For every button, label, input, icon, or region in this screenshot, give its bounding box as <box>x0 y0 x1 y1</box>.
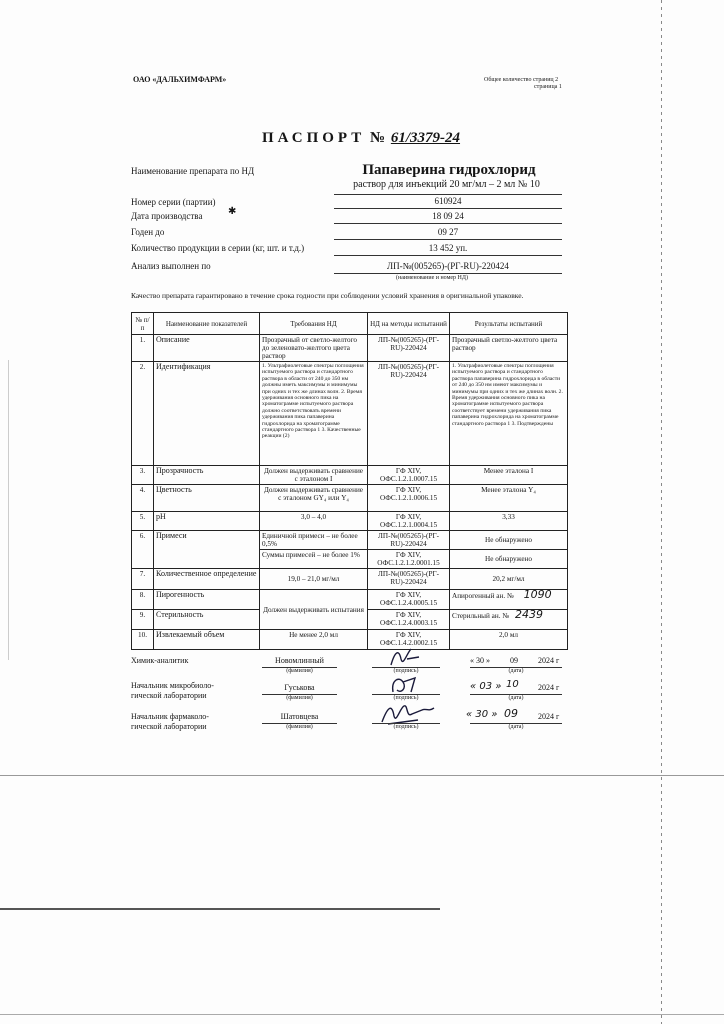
row-result: Менее эталона I <box>450 466 568 485</box>
date-month-1: 09 <box>510 656 518 665</box>
row-req: 3,0 – 4,0 <box>260 512 368 531</box>
production-date-label: Дата производства <box>131 211 203 221</box>
row-result: 1. Ультрафиолетовые спектры поглощения испытуемого раствора и стандартного раствора папаверина гидрохлорида в области от 240 до 350 нм имеют максимумы и минимумы при одних и тех же длинах волн. 2. Время удерживания основного пика на хроматограмме испытуемого раствора соответствует времени удерживания пика папаверина гидрохлорида на хроматограмме стандартного раствора 1 3. Подтверждены <box>450 362 568 466</box>
test-results-table <box>131 312 568 650</box>
row-req: Суммы примесей – не более 1% <box>260 550 368 569</box>
row-name: Прозрачность <box>154 466 260 485</box>
page-total: Общее количество страниц 2 <box>484 77 559 83</box>
caption-signature-3: (подпись) <box>393 724 419 730</box>
caption-date-1: (дата) <box>508 668 524 674</box>
signer-role-2a: Начальник микробиоло- <box>131 681 214 690</box>
row-method: ГФ XIV, ОФС.1.2.4.0005.15 <box>368 590 450 610</box>
row-name: Извлекаемый объем <box>154 630 260 650</box>
quality-statement: Качество препарата гарантировано в течение срока годности при соблюдении условий хранения в оригинальной упаковке. <box>131 291 524 300</box>
row-num: 9. <box>132 610 154 630</box>
row-result: Менее эталона Y₄ <box>450 485 568 512</box>
table-row <box>132 569 568 590</box>
row-name: Примеси <box>154 531 260 569</box>
row-method: ЛП-№(005265)-(РГ-RU)-220424 <box>368 362 450 466</box>
row-method: ЛП-№(005265)-(РГ-RU)-220424 <box>368 531 450 550</box>
row-method: ЛП-№(005265)-(РГ-RU)-220424 <box>368 569 450 590</box>
row-method: ГФ XIV, ОФС.1.4.2.0002.15 <box>368 630 450 650</box>
analysis-value: ЛП-№(005265)-(РГ-RU)-220424 <box>387 261 509 271</box>
row-req: Должен выдерживать сравнение с эталоном GY₄ или Y₄ <box>260 485 368 512</box>
caption-surname-3: (фамилия) <box>286 724 313 730</box>
row-name: Описание <box>154 335 260 362</box>
table-row <box>132 362 568 466</box>
result-label: Стерильный ан. № <box>452 612 510 620</box>
title-sign: № <box>370 130 387 146</box>
result-label: Апирогенный ан. № <box>452 592 514 600</box>
row-name: Цветность <box>154 485 260 512</box>
star-icon: ✱ <box>228 206 237 217</box>
row-num: 7. <box>132 569 154 590</box>
row-num: 5. <box>132 512 154 531</box>
caption-surname-1: (фамилия) <box>286 668 313 674</box>
quantity-value: 13 452 уп. <box>428 243 468 253</box>
table-row <box>132 590 568 610</box>
expiry-label: Годен до <box>131 227 165 237</box>
row-result <box>450 590 568 610</box>
page-current: страница 1 <box>534 84 562 90</box>
row-req: 19,0 – 21,0 мг/мл <box>260 569 368 590</box>
date-day-2: « 03 » <box>470 681 502 692</box>
table-row <box>132 512 568 531</box>
signer-role-3b: гической лаборатории <box>131 722 207 731</box>
row-name: Идентификация <box>154 362 260 466</box>
row-method: ГФ XIV, ОФС.1.2.1.0006.15 <box>368 485 450 512</box>
signer-role-2b: гической лаборатории <box>131 691 207 700</box>
signer-surname-2: Гуськова <box>284 683 315 692</box>
date-year-1: 2024 г <box>538 656 560 665</box>
row-result: Не обнаружено <box>450 531 568 550</box>
row-num: 3. <box>132 466 154 485</box>
row-name: Количественное определение <box>154 569 260 590</box>
caption-date-2: (дата) <box>508 695 524 701</box>
date-day-3: « 30 » <box>466 709 498 720</box>
caption-date-3: (дата) <box>508 724 524 730</box>
row-result: Не обнаружено <box>450 550 568 569</box>
signer-role-1: Химик-аналитик <box>131 656 189 665</box>
row-num: 8. <box>132 590 154 610</box>
title-number: 61/3379-24 <box>390 130 461 146</box>
caption-signature-2: (подпись) <box>393 695 419 701</box>
header-method: НД на методы испытаний <box>368 313 450 335</box>
table-row <box>132 335 568 362</box>
row-req: Должен выдерживать сравнение с эталоном I <box>260 466 368 485</box>
row-method: ГФ XIV, ОФС.1.2.1.2.0001.15 <box>368 550 450 569</box>
caption-signature-1: (подпись) <box>393 668 419 674</box>
batch-label: Номер серии (партии) <box>131 197 216 207</box>
expiry-value: 09 27 <box>437 227 459 237</box>
row-method: ГФ XIV, ОФС.1.2.4.0003.15 <box>368 610 450 630</box>
page-info <box>484 77 562 91</box>
row-num: 10. <box>132 630 154 650</box>
row-result: 20,2 мг/мл <box>450 569 568 590</box>
row-req: Прозрачный от светло-желтого до зеленовато-желтого цвета раствор <box>260 335 368 362</box>
signer-surname-1: Новомлинный <box>275 656 324 665</box>
company-name: ОАО «ДАЛЬХИМФАРМ» <box>133 75 227 84</box>
row-num: 4. <box>132 485 154 512</box>
production-date-value: 18 09 24 <box>432 211 464 221</box>
row-name: pH <box>154 512 260 531</box>
row-result: Прозрачный светло-желтого цвета раствор <box>450 335 568 362</box>
header-result: Результаты испытаний <box>450 313 568 335</box>
table-row <box>132 466 568 485</box>
result-number: 1090 <box>523 588 552 601</box>
analysis-label: Анализ выполнен по <box>131 261 211 271</box>
drug-form: раствор для инъекций 20 мг/мл – 2 мл № 10 <box>353 179 540 190</box>
caption-surname-2: (фамилия) <box>286 695 313 701</box>
row-result: 3,33 <box>450 512 568 531</box>
date-month-3: 09 <box>504 707 518 720</box>
row-method: ГФ XIV, ОФС.1.2.1.0007.15 <box>368 466 450 485</box>
batch-value: 610924 <box>434 196 462 206</box>
table-row <box>132 531 568 550</box>
date-year-3: 2024 г <box>538 712 560 721</box>
quantity-label: Количество продукции в серии (кг, шт. и т.д.) <box>131 243 305 253</box>
row-num: 2. <box>132 362 154 466</box>
row-req: Не менее 2,0 мл <box>260 630 368 650</box>
row-name: Пирогенность <box>154 590 260 610</box>
table-row <box>132 485 568 512</box>
title-word: ПАСПОРТ <box>262 130 366 146</box>
row-req: 1. Ультрафиолетовые спектры поглощения испытуемого раствора и стандартного раствора в области от 240 до 350 нм должны иметь максимумы и минимумы при одних и тех же длинах волн. 2. Время удерживания основного пика на хроматограмме испытуемого раствора должно соответствовать времени удерживания пика папаверина гидрохлорида на хроматограмме стандартного раствора 1 3. Качественные реакции (2) <box>260 362 368 466</box>
row-num: 6. <box>132 531 154 569</box>
header-name: Наименование показателей <box>154 313 260 335</box>
result-number: 2439 <box>514 608 543 621</box>
row-method: ГФ XIV, ОФС.1.2.1.0004.15 <box>368 512 450 531</box>
table-row <box>132 630 568 650</box>
date-day-1: « 30 » <box>470 656 490 665</box>
date-month-2: 10 <box>506 679 519 690</box>
row-req: Должен выдерживать испытания <box>260 590 368 630</box>
signer-surname-3: Шатовцева <box>280 712 319 721</box>
analysis-note: (наименование и номер НД) <box>396 275 468 281</box>
row-result <box>450 610 568 630</box>
row-result: 2,0 мл <box>450 630 568 650</box>
date-year-2: 2024 г <box>538 683 560 692</box>
page-title <box>262 130 460 147</box>
drug-label: Наименование препарата по НД <box>131 166 255 176</box>
row-num: 1. <box>132 335 154 362</box>
header-num: № п/п <box>132 313 154 335</box>
table-header-row <box>132 313 568 335</box>
signer-role-3a: Начальник фармаколо- <box>131 712 209 721</box>
row-method: ЛП-№(005265)-(РГ-RU)-220424 <box>368 335 450 362</box>
drug-name: Папаверина гидрохлорид <box>362 162 536 178</box>
row-name: Стерильность <box>154 610 260 630</box>
row-req: Единичной примеси – не более 0,5% <box>260 531 368 550</box>
header-req: Требования НД <box>260 313 368 335</box>
